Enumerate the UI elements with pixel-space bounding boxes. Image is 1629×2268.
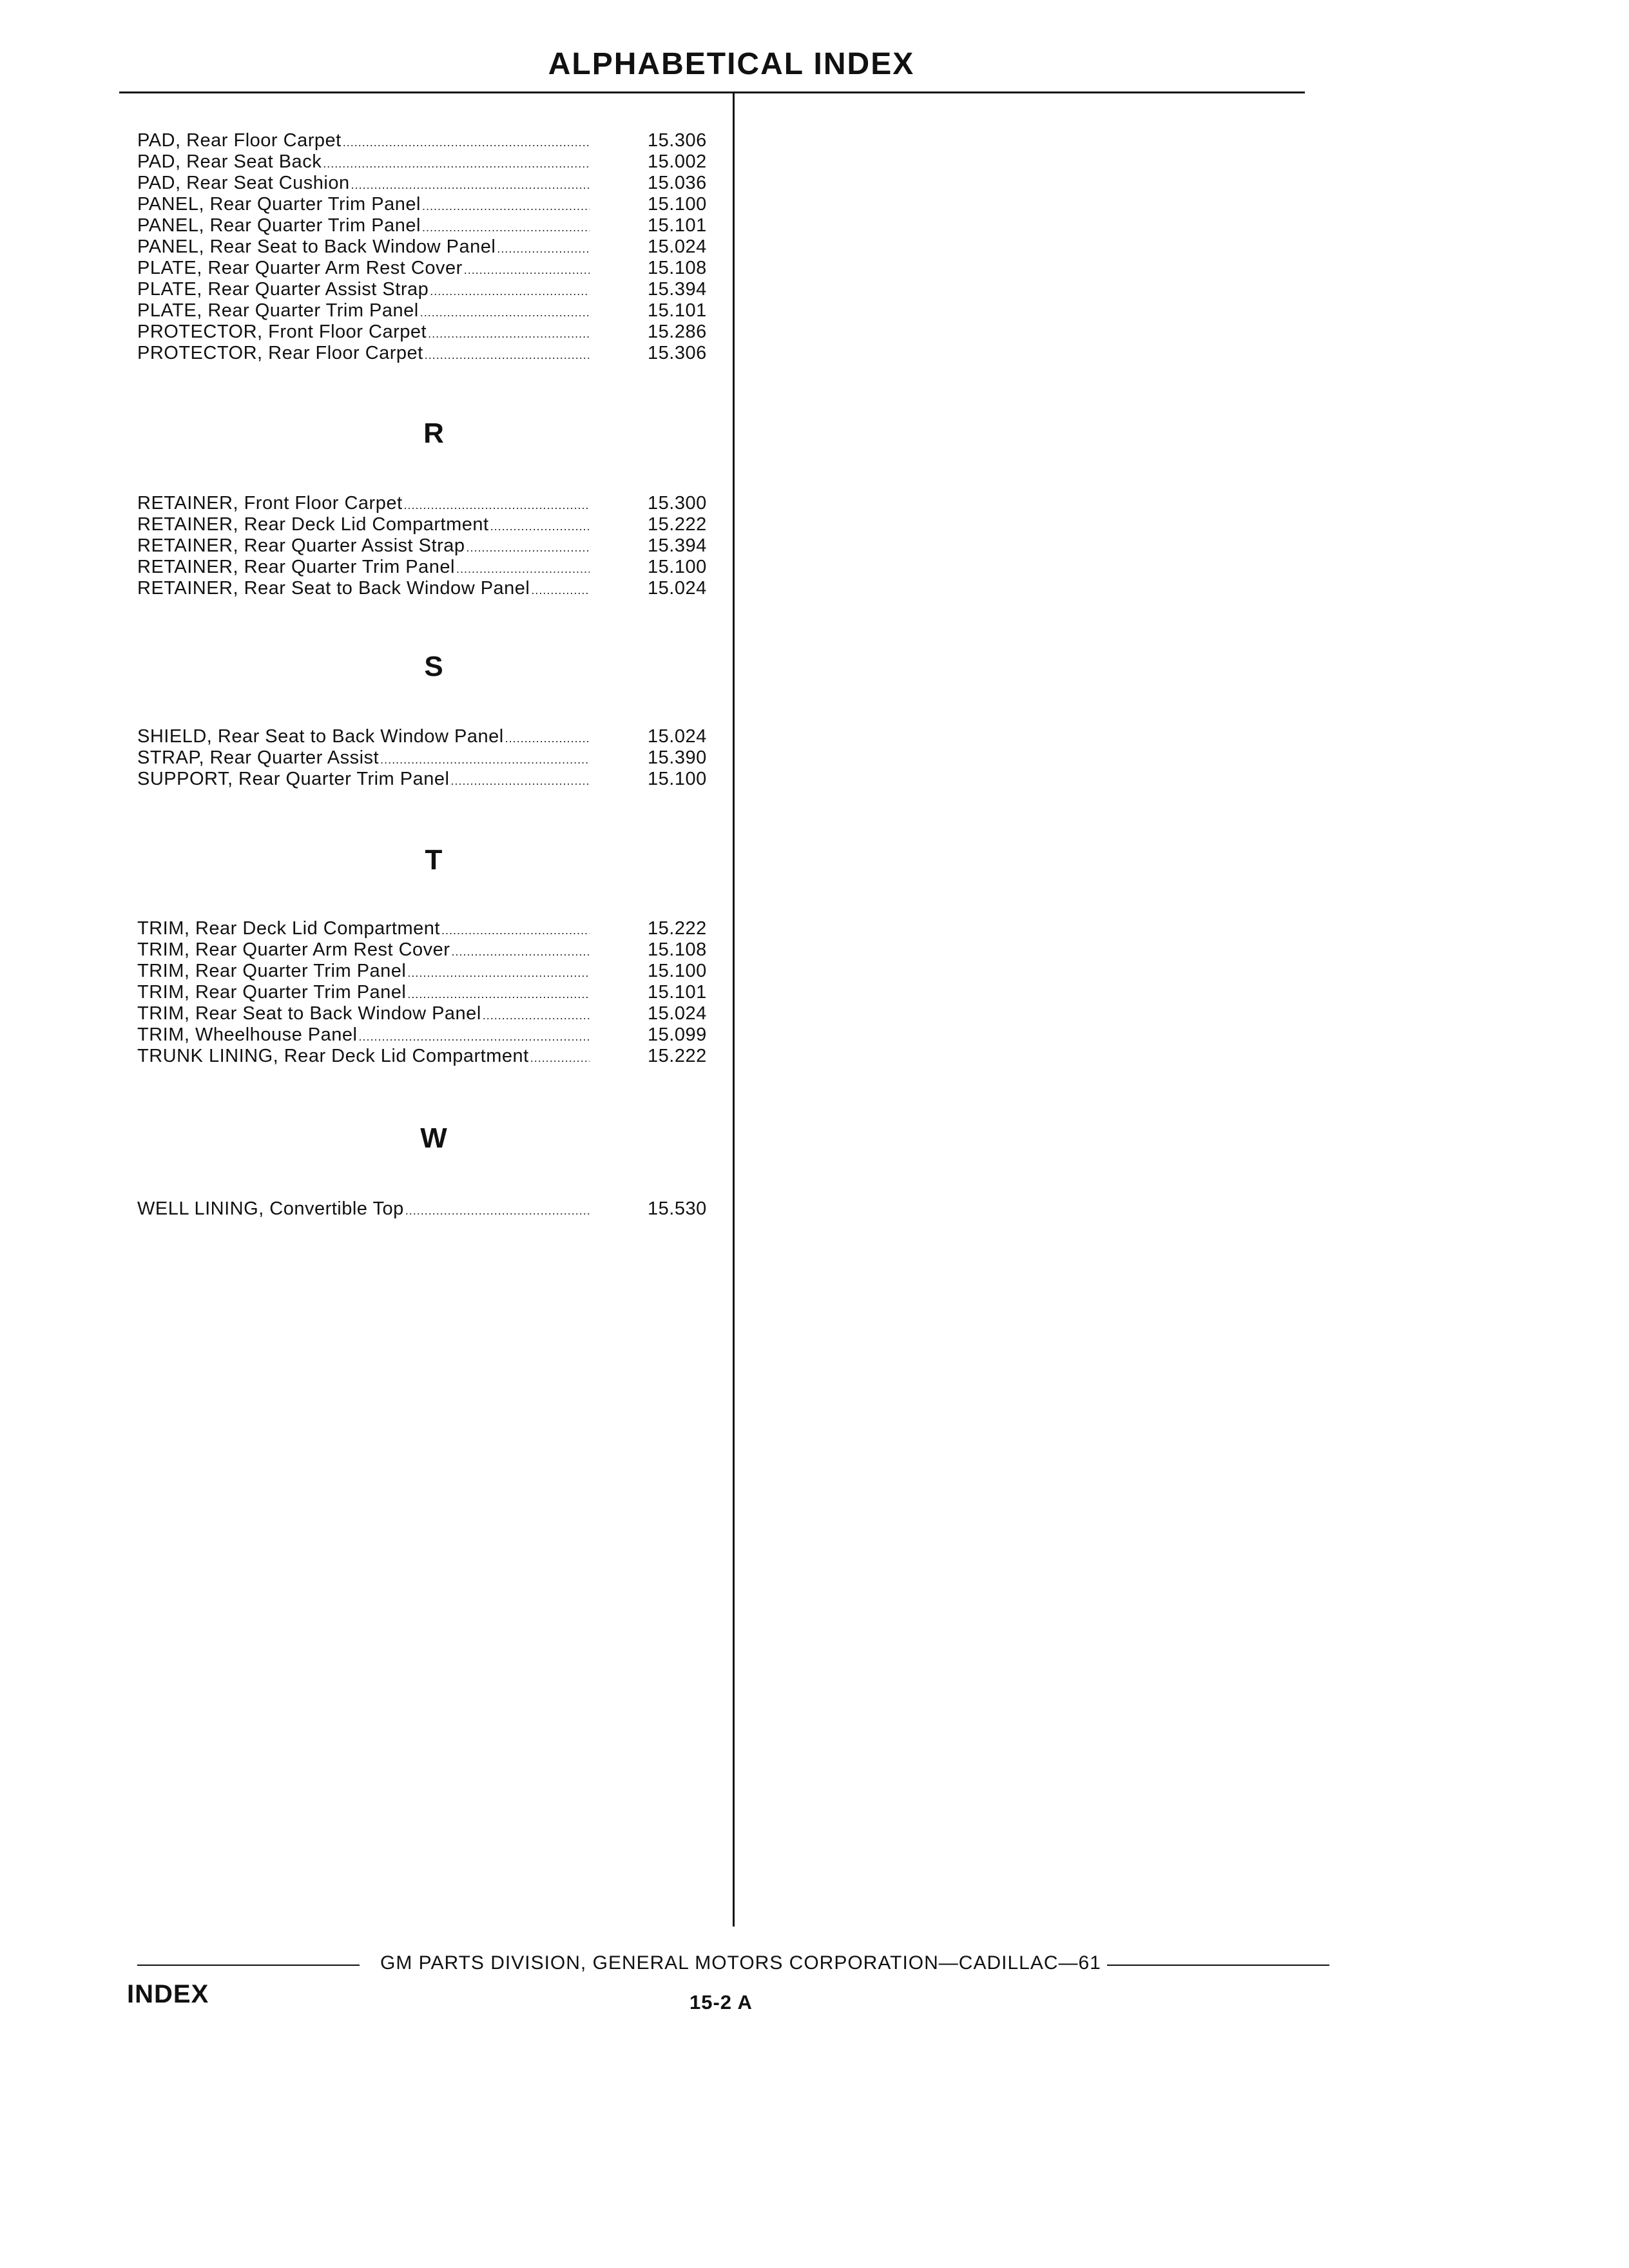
entry-page: 15.024 (648, 236, 707, 257)
entry-page: 15.101 (648, 300, 707, 321)
index-entry (137, 535, 717, 557)
dot-leader (467, 537, 590, 559)
index-entry (137, 747, 717, 769)
entry-text: PANEL, Rear Quarter Trim Panel (137, 215, 421, 236)
entry-text: PROTECTOR, Front Floor Carpet (137, 322, 427, 342)
dot-leader (420, 302, 590, 323)
entry-page: 15.100 (648, 769, 707, 789)
index-entry (137, 557, 717, 578)
entry-text: PAD, Rear Seat Cushion (137, 173, 350, 193)
index-entry (137, 258, 717, 279)
dot-leader (323, 153, 590, 175)
entry-text: RETAINER, Rear Seat to Back Window Panel (137, 578, 530, 599)
dot-leader (505, 728, 590, 749)
dot-leader (343, 132, 590, 153)
entry-text: PAD, Rear Seat Back (137, 151, 322, 172)
index-entry (137, 982, 717, 1003)
dot-leader (441, 920, 590, 941)
index-entry (137, 130, 717, 151)
index-entry (137, 322, 717, 343)
index-entry (137, 300, 717, 322)
footer-section-label: INDEX (127, 1980, 209, 2008)
entry-text: PANEL, Rear Quarter Trim Panel (137, 194, 421, 215)
dot-leader (497, 238, 590, 260)
dot-leader (490, 516, 590, 537)
index-entry (137, 1003, 717, 1024)
dot-leader (464, 260, 590, 281)
entry-text: SUPPORT, Rear Quarter Trim Panel (137, 769, 450, 789)
index-entry (137, 514, 717, 535)
dot-leader (422, 196, 590, 217)
entry-page: 15.306 (648, 130, 707, 151)
dot-leader (405, 1200, 590, 1222)
column-divider (733, 93, 735, 1927)
entry-page: 15.108 (648, 258, 707, 278)
entry-text: TRIM, Wheelhouse Panel (137, 1024, 358, 1045)
index-entry (137, 236, 717, 258)
index-entry (137, 1024, 717, 1046)
entry-page: 15.101 (648, 982, 707, 1003)
entry-page: 15.286 (648, 322, 707, 342)
entry-text: TRIM, Rear Quarter Arm Rest Cover (137, 939, 450, 960)
entry-page: 15.300 (648, 493, 707, 514)
section-letter-s: S (424, 651, 443, 682)
entry-text: PLATE, Rear Quarter Trim Panel (137, 300, 419, 321)
entry-page: 15.222 (648, 1046, 707, 1066)
entry-page: 15.394 (648, 535, 707, 556)
entry-text: TRIM, Rear Deck Lid Compartment (137, 918, 440, 939)
dot-leader (531, 580, 590, 601)
index-entry (137, 215, 717, 236)
entry-page: 15.222 (648, 514, 707, 535)
dot-leader (351, 175, 590, 196)
section-letter-w: W (420, 1122, 447, 1154)
entry-text: TRIM, Rear Quarter Trim Panel (137, 961, 407, 981)
dot-leader (483, 1005, 590, 1026)
entry-page: 15.100 (648, 557, 707, 577)
entry-text: TRIM, Rear Seat to Back Window Panel (137, 1003, 481, 1024)
entry-page: 15.024 (648, 578, 707, 599)
entry-text: PAD, Rear Floor Carpet (137, 130, 342, 151)
entry-page: 15.222 (648, 918, 707, 939)
entry-page: 15.306 (648, 343, 707, 363)
header-divider (119, 91, 1305, 93)
index-entry (137, 173, 717, 194)
entry-text: WELL LINING, Convertible Top (137, 1198, 404, 1219)
entry-page: 15.108 (648, 939, 707, 960)
dot-leader (430, 281, 590, 302)
entry-text: PLATE, Rear Quarter Assist Strap (137, 279, 429, 300)
index-entry (137, 151, 717, 173)
section-letter-r: R (423, 418, 444, 449)
entry-page: 15.530 (648, 1198, 707, 1219)
dot-leader (530, 1048, 590, 1069)
footer-publisher: GM PARTS DIVISION, GENERAL MOTORS CORPORATION—CADILLAC—61 (380, 1952, 1101, 1974)
entry-text: SHIELD, Rear Seat to Back Window Panel (137, 726, 504, 747)
footer-page-number: 15-2 A (689, 1991, 753, 2013)
entry-page: 15.394 (648, 279, 707, 300)
entry-page: 15.100 (648, 194, 707, 215)
section-letter-t: T (425, 844, 443, 876)
dot-leader (450, 771, 590, 792)
entry-text: PROTECTOR, Rear Floor Carpet (137, 343, 423, 363)
entry-text: RETAINER, Front Floor Carpet (137, 493, 403, 514)
entry-text: TRIM, Rear Quarter Trim Panel (137, 982, 407, 1003)
index-group-p (137, 130, 717, 364)
entry-text: RETAINER, Rear Deck Lid Compartment (137, 514, 489, 535)
footer-rule-right (1107, 1965, 1329, 1966)
entry-text: PLATE, Rear Quarter Arm Rest Cover (137, 258, 463, 278)
dot-leader (422, 217, 590, 238)
dot-leader (404, 495, 590, 516)
entry-text: STRAP, Rear Quarter Assist (137, 747, 380, 768)
dot-leader (456, 559, 590, 580)
dot-leader (425, 345, 590, 366)
entry-text: RETAINER, Rear Quarter Trim Panel (137, 557, 455, 577)
index-entry (137, 493, 717, 514)
index-group-s (137, 726, 717, 790)
index-entry (137, 939, 717, 961)
index-group-r (137, 493, 717, 599)
index-entry (137, 1198, 717, 1220)
index-entry (137, 578, 717, 599)
index-entry (137, 769, 717, 790)
page-title: ALPHABETICAL INDEX (548, 47, 915, 81)
dot-leader (428, 323, 590, 345)
dot-leader (358, 1026, 590, 1048)
entry-text: PANEL, Rear Seat to Back Window Panel (137, 236, 496, 257)
index-entry (137, 961, 717, 982)
entry-page: 15.024 (648, 726, 707, 747)
index-entry (137, 726, 717, 747)
dot-leader (451, 941, 590, 963)
dot-leader (380, 749, 590, 771)
entry-page: 15.036 (648, 173, 707, 193)
entry-text: RETAINER, Rear Quarter Assist Strap (137, 535, 465, 556)
footer-rule-left (137, 1965, 360, 1966)
index-entry (137, 279, 717, 300)
entry-page: 15.024 (648, 1003, 707, 1024)
index-entry (137, 918, 717, 939)
entry-text: TRUNK LINING, Rear Deck Lid Compartment (137, 1046, 529, 1066)
index-entry (137, 194, 717, 215)
entry-page: 15.101 (648, 215, 707, 236)
entry-page: 15.100 (648, 961, 707, 981)
entry-page: 15.390 (648, 747, 707, 768)
entry-page: 15.099 (648, 1024, 707, 1045)
dot-leader (407, 984, 590, 1005)
dot-leader (407, 963, 590, 984)
index-entry (137, 343, 717, 364)
entry-page: 15.002 (648, 151, 707, 172)
index-group-t (137, 918, 717, 1067)
index-group-w (137, 1198, 717, 1220)
index-entry (137, 1046, 717, 1067)
